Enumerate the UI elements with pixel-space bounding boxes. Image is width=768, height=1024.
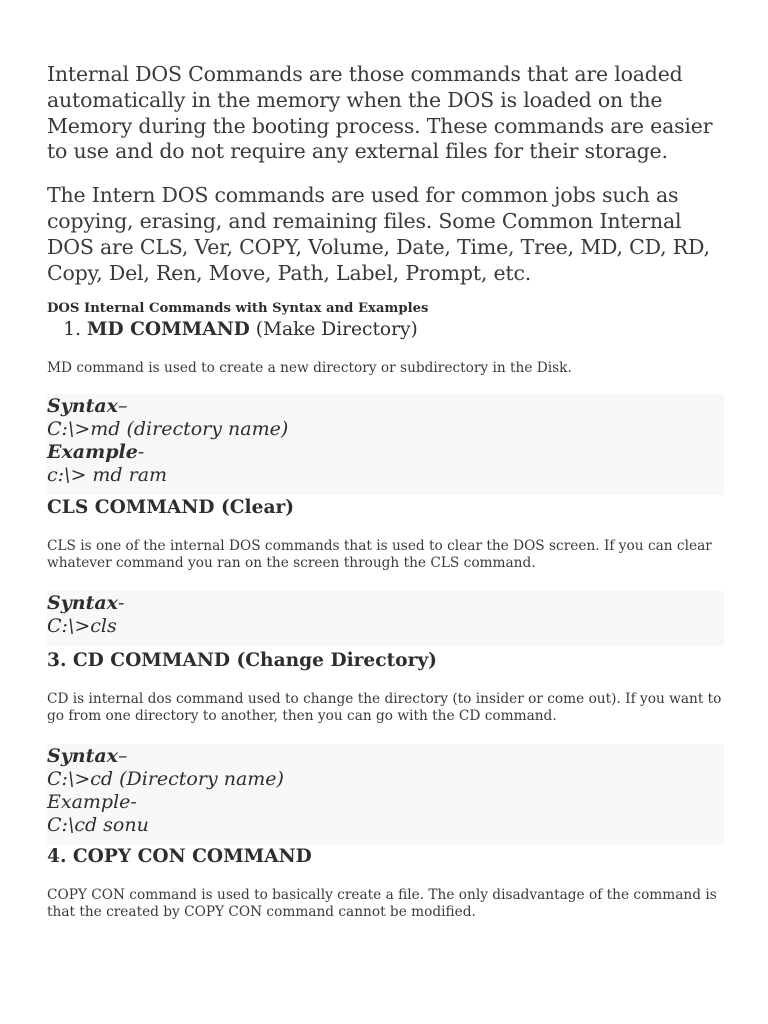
- md-command-title: [47, 318, 727, 342]
- article: [47, 62, 727, 922]
- md-list-number: 1.: [63, 319, 81, 341]
- cd-description: CD is internal dos command used to change the directory (to insider or come out). If you want to go from one directory to another, then you can go with the CD command.: [47, 690, 722, 725]
- cls-code-block: [47, 591, 724, 646]
- md-syntax-code: C:\>md (directory name): [47, 417, 289, 440]
- md-title-text: MD COMMAND: [86, 319, 250, 341]
- cd-command-title: 3. CD COMMAND (Change Directory): [47, 649, 437, 671]
- cd-example-label: Example-: [47, 790, 137, 813]
- cd-example-code: C:\cd sonu: [47, 813, 149, 836]
- cd-syntax-code: C:\>cd (Directory name): [47, 767, 284, 790]
- md-syntax-line: [47, 395, 724, 418]
- cls-syntax-code: C:\>cls: [47, 614, 117, 637]
- example-label: Example: [47, 440, 138, 463]
- intro-paragraph-1: Internal DOS Commands are those commands that are loaded automatically in the memory when the DOS is loaded on the Memory during the booting process. These commands are easier to use and do not require any external files for their storage.: [47, 62, 713, 164]
- example-separator: -: [137, 440, 145, 463]
- md-description: MD command is used to create a new directory or subdirectory in the Disk.: [47, 360, 572, 377]
- cd-code-block: [47, 744, 724, 845]
- cd-syntax-line: [47, 745, 724, 768]
- syntax-label: Syntax: [47, 591, 118, 614]
- copycon-description: COPY CON command is used to basically create a file. The only disadvantage of the command is that the created by COPY CON command cannot be modified.: [47, 886, 717, 921]
- intro-paragraph-2: The Intern DOS commands are used for common jobs such as copying, erasing, and remaining files. Some Common Internal DOS are CLS, Ver, COPY, Volume, Date, Time, Tree, MD, CD, RD, Copy, Del, Ren, Move, Path, Label, Prompt, etc.: [47, 183, 710, 285]
- md-example-line: [47, 441, 724, 464]
- syntax-separator: –: [118, 394, 128, 417]
- syntax-separator: –: [118, 744, 128, 767]
- md-example-code: c:\> md ram: [47, 463, 168, 486]
- cls-syntax-line: [47, 592, 724, 615]
- syntax-label: Syntax: [47, 394, 118, 417]
- section-heading: DOS Internal Commands with Syntax and Examples: [47, 301, 429, 317]
- md-code-block: [47, 394, 724, 495]
- syntax-label: Syntax: [47, 744, 118, 767]
- cls-command-title: CLS COMMAND (Clear): [47, 496, 295, 518]
- cls-description: CLS is one of the internal DOS commands that is used to clear the DOS screen. If you can clear whatever command you ran on the screen through the CLS command.: [47, 537, 712, 572]
- syntax-separator: -: [118, 591, 125, 614]
- copycon-command-title: 4. COPY CON COMMAND: [47, 845, 312, 867]
- md-subtitle: (Make Directory): [255, 319, 418, 341]
